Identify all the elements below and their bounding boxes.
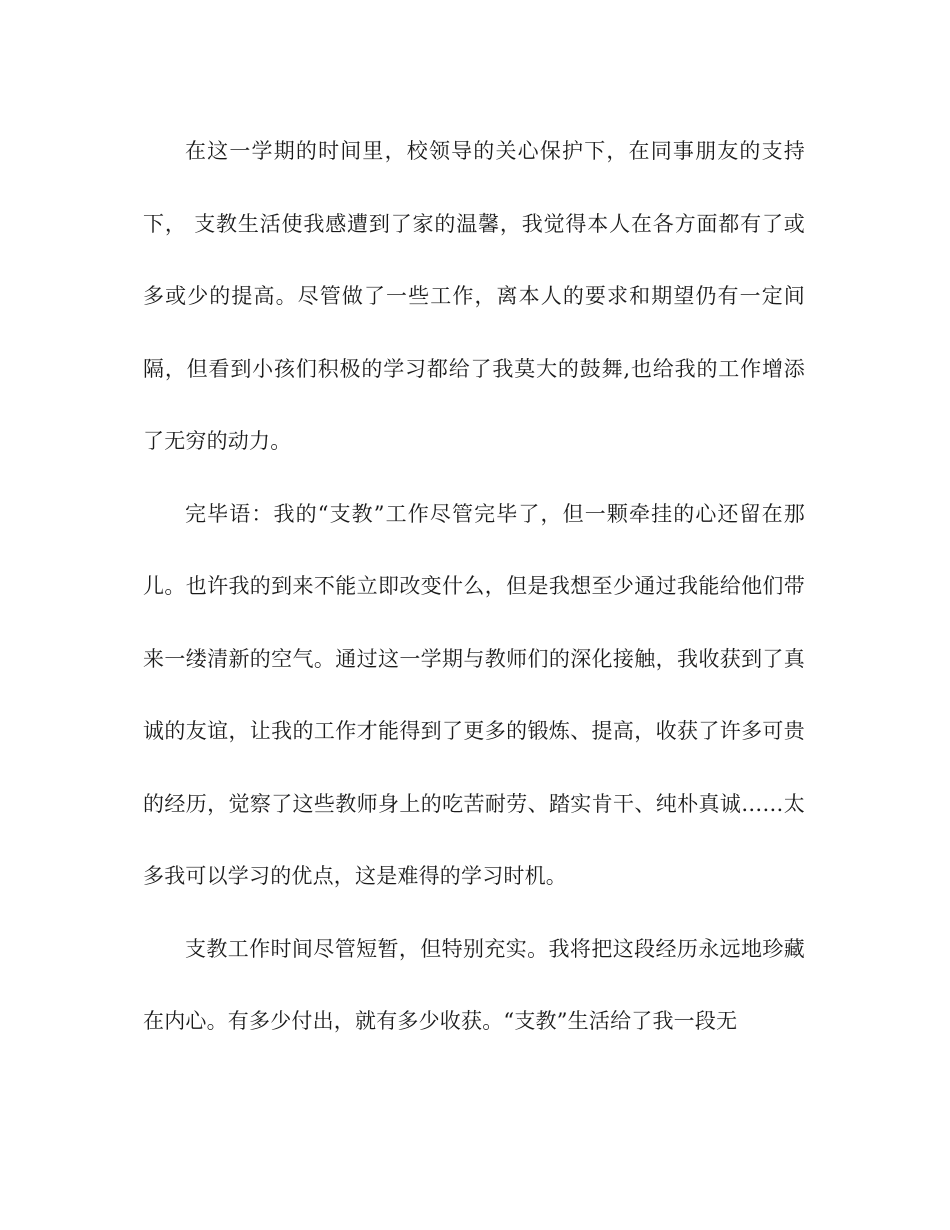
paragraph-summary: 支教工作时间尽管短暂，但特别充实。我将把这段经历永远地珍藏在内心。有多少付出，就有多少收获。“支教”生活给了我一段无: [143, 936, 805, 1033]
document-body: [143, 115, 805, 1058]
paragraph-support-teaching-life: 在这一学期的时间里，校领导的关心保护下，在同事朋友的支持下， 支教生活使我感遭到了家的温馨，我觉得本人在各方面都有了或多或少的提高。尽管做了一些工作，离本人的要求和期望仍有一定间隔，但看到小孩们积极的学习都给了我莫大的鼓舞,也给我的工作增添了无穷的动力。: [143, 139, 805, 453]
paragraph-closing-remarks: 完毕语：我的“支教”工作尽管完毕了，但一颗牵挂的心还留在那儿。也许我的到来不能立即改变什么，但是我想至少通过我能给他们带来一缕清新的空气。通过这一学期与教师们的深化接触，我收获到了真诚的友谊，让我的工作才能得到了更多的锻炼、提高，收获了许多可贵的经历，觉察了这些教师身上的吃苦耐劳、踏实肯干、纯朴真诚……太多我可以学习的优点，这是难得的学习时机。: [143, 501, 805, 888]
